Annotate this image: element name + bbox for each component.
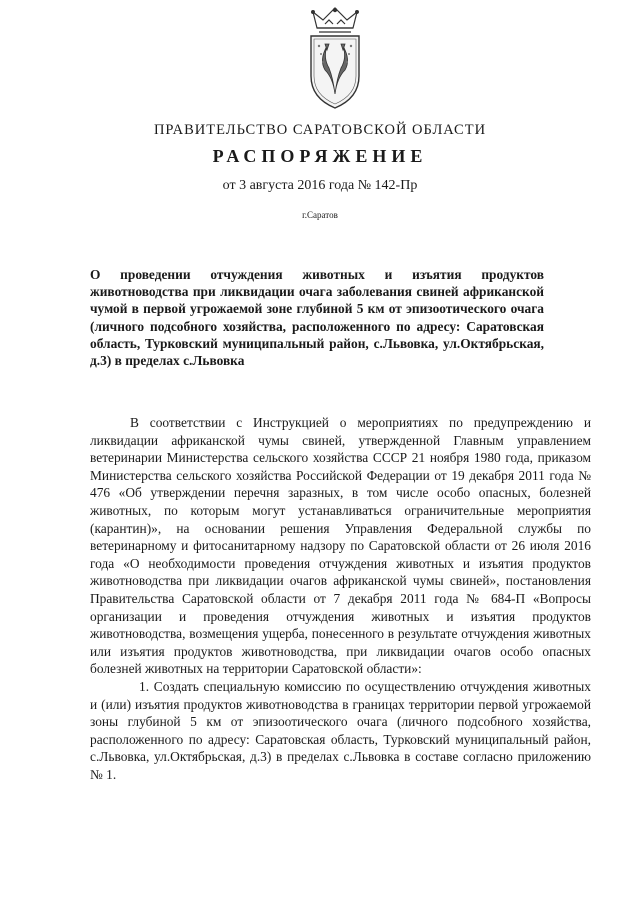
preamble-paragraph: В соответствии с Инструкцией о мероприятиях по предупреждению и ликвидации африканской чумы свиней, утвержденной Главным управлением ветеринарии Министерства сельского хозяйства СССР 21 ноября 1980 года, приказом Министерства сельского хозяйства Российской Федерации от 19 декабря 2011 года № 476 «Об утверждении перечня заразных, в том числе особо опасных, болезней животных, по которым могут устанавливаться ограничительные мероприятия (карантин)», на основании решения Управления Федеральной службы по ветеринарному и фитосанитарному надзору по Саратовской области от 26 июля 2016 года «О необходимости проведения отчуждения животных и изъятия продуктов животноводства при ликвидации очагов африканской чумы свиней», постановления Правительства Саратовской области от 7 декабря 2011 года № 684-П «Вопросы организации и проведения отчуждения животных и изъятия продуктов животноводства, возмещения ущерба, понесенного в результате отчуждения животных или изъятия продуктов животноводства, при ликвидации очагов особо опасных болезней животных на территории Саратовской области»: (90, 415, 591, 677)
government-name: ПРАВИТЕЛЬСТВО САРАТОВСКОЙ ОБЛАСТИ (153, 122, 487, 138)
document-body (90, 414, 591, 783)
document-subject: О проведении отчуждения животных и изъятия продуктов животноводства при ликвидации очага заболевания свиней африканской чумой в первой угрожаемой зоне глубиной 5 км от эпизоотического очага (личного подсобного хозяйства, расположенного по адресу: Саратовская область, Турковский муниципальный район, с.Львовка, ул.Октябрьская, д.3) в пределах с.Львовка (90, 267, 544, 369)
document-city: г.Саратов (302, 210, 338, 220)
document-type: РАСПОРЯЖЕНИЕ (212, 146, 428, 166)
saratov-coat-of-arms-icon (303, 6, 367, 110)
item-1-paragraph: 1. Создать специальную комиссию по осуществлению отчуждения животных и (или) изъятия продуктов животноводства в границах территории первой угрожаемой зоны глубиной 5 км от эпизоотического очага (личного подсобного хозяйства, расположенного по адресу: Саратовская область, Турковский муниципальный район, с.Львовка, ул.Октябрьская, д.3) в пределах с.Львовка в составе согласно приложению № 1. (90, 678, 591, 782)
document-date-number: от 3 августа 2016 года № 142-Пр (222, 178, 418, 193)
